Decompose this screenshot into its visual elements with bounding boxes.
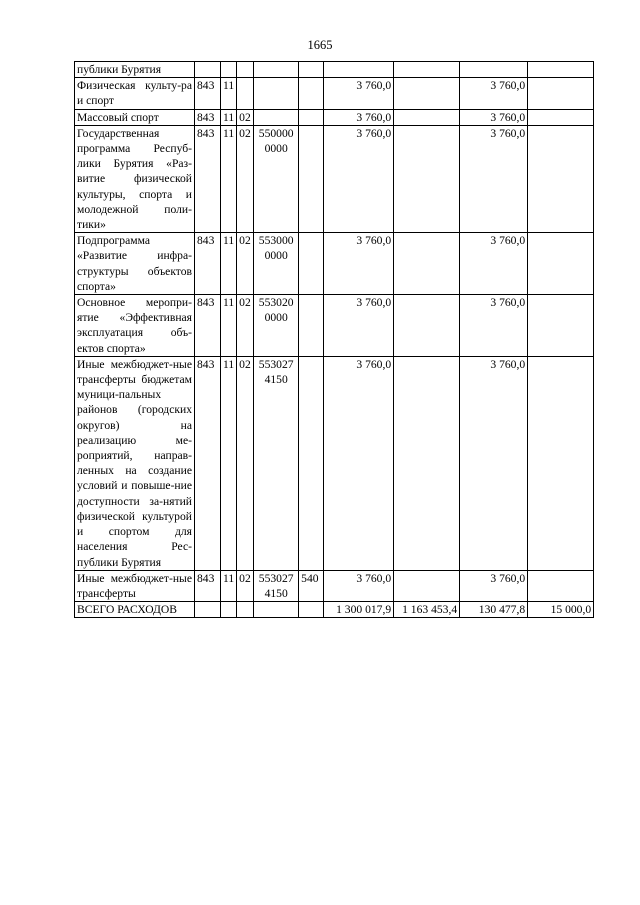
amount-col4 bbox=[528, 78, 594, 109]
amount-col4 bbox=[528, 356, 594, 570]
vr-code: 540 bbox=[299, 570, 324, 601]
table-row bbox=[75, 109, 594, 125]
pr-code: 02 bbox=[237, 125, 254, 232]
amount-col2 bbox=[394, 233, 460, 295]
amount-col4 bbox=[528, 570, 594, 601]
pr-code bbox=[237, 78, 254, 109]
amount-col2 bbox=[394, 109, 460, 125]
amount-col3: 3 760,0 bbox=[460, 295, 528, 357]
gr-code: 843 bbox=[195, 125, 221, 232]
rz-code: 11 bbox=[221, 356, 237, 570]
table-row bbox=[75, 233, 594, 295]
row-name: Подпрограмма «Развитие инфра-структуры объектов спорта» bbox=[75, 233, 195, 295]
total-amount: 3 760,0 bbox=[324, 356, 394, 570]
grand-total-col4: 15 000,0 bbox=[528, 602, 594, 618]
pr-code: 02 bbox=[237, 570, 254, 601]
vr-code bbox=[299, 78, 324, 109]
budget-table bbox=[74, 61, 594, 618]
amount-col3 bbox=[460, 62, 528, 78]
csr-code bbox=[254, 62, 299, 78]
amount-col2 bbox=[394, 62, 460, 78]
gr-code: 843 bbox=[195, 570, 221, 601]
total-amount: 3 760,0 bbox=[324, 233, 394, 295]
gr-code: 843 bbox=[195, 356, 221, 570]
amount-col3: 3 760,0 bbox=[460, 233, 528, 295]
amount-col4 bbox=[528, 295, 594, 357]
rz-code: 11 bbox=[221, 78, 237, 109]
vr-code bbox=[299, 356, 324, 570]
csr-code: 553027 4150 bbox=[254, 356, 299, 570]
grand-total-col3: 130 477,8 bbox=[460, 602, 528, 618]
table-row bbox=[75, 125, 594, 232]
row-name: публики Бурятия bbox=[75, 62, 195, 78]
empty-cell bbox=[195, 602, 221, 618]
gr-code bbox=[195, 62, 221, 78]
total-amount: 3 760,0 bbox=[324, 570, 394, 601]
total-amount bbox=[324, 62, 394, 78]
pr-code: 02 bbox=[237, 233, 254, 295]
total-amount: 3 760,0 bbox=[324, 295, 394, 357]
rz-code: 11 bbox=[221, 125, 237, 232]
row-name: Государственная программа Респуб-лики Бурятия «Раз-витие физической культуры, спорта и молодежной поли-тики» bbox=[75, 125, 195, 232]
table-row bbox=[75, 62, 594, 78]
grand-total-col2: 1 163 453,4 bbox=[394, 602, 460, 618]
csr-code: 550000 0000 bbox=[254, 125, 299, 232]
amount-col3: 3 760,0 bbox=[460, 570, 528, 601]
csr-code: 553027 4150 bbox=[254, 570, 299, 601]
total-amount: 3 760,0 bbox=[324, 78, 394, 109]
amount-col2 bbox=[394, 570, 460, 601]
csr-code: 553000 0000 bbox=[254, 233, 299, 295]
rz-code: 11 bbox=[221, 109, 237, 125]
amount-col3: 3 760,0 bbox=[460, 78, 528, 109]
table-row bbox=[75, 295, 594, 357]
total-amount: 3 760,0 bbox=[324, 109, 394, 125]
rz-code: 11 bbox=[221, 233, 237, 295]
amount-col2 bbox=[394, 295, 460, 357]
csr-code bbox=[254, 109, 299, 125]
pr-code bbox=[237, 62, 254, 78]
pr-code: 02 bbox=[237, 109, 254, 125]
amount-col4 bbox=[528, 62, 594, 78]
gr-code: 843 bbox=[195, 109, 221, 125]
row-name: Массовый спорт bbox=[75, 109, 195, 125]
gr-code: 843 bbox=[195, 295, 221, 357]
empty-cell bbox=[254, 602, 299, 618]
csr-code: 553020 0000 bbox=[254, 295, 299, 357]
empty-cell bbox=[221, 602, 237, 618]
amount-col4 bbox=[528, 233, 594, 295]
rz-code: 11 bbox=[221, 295, 237, 357]
gr-code: 843 bbox=[195, 78, 221, 109]
rz-code: 11 bbox=[221, 570, 237, 601]
page-number: 1665 bbox=[307, 38, 333, 52]
row-name: Основное меропри-ятие «Эффективная эксплуатация объ-ектов спорта» bbox=[75, 295, 195, 357]
table-row bbox=[75, 356, 594, 570]
amount-col3: 3 760,0 bbox=[460, 356, 528, 570]
total-label: ВСЕГО РАСХОДОВ bbox=[75, 602, 195, 618]
amount-col2 bbox=[394, 125, 460, 232]
table-row bbox=[75, 570, 594, 601]
empty-cell bbox=[299, 602, 324, 618]
empty-cell bbox=[237, 602, 254, 618]
vr-code bbox=[299, 109, 324, 125]
vr-code bbox=[299, 62, 324, 78]
table-row bbox=[75, 78, 594, 109]
total-row bbox=[75, 602, 594, 618]
amount-col3: 3 760,0 bbox=[460, 109, 528, 125]
vr-code bbox=[299, 125, 324, 232]
amount-col3: 3 760,0 bbox=[460, 125, 528, 232]
amount-col4 bbox=[528, 125, 594, 232]
rz-code bbox=[221, 62, 237, 78]
vr-code bbox=[299, 233, 324, 295]
row-name: Физическая культу-ра и спорт bbox=[75, 78, 195, 109]
csr-code bbox=[254, 78, 299, 109]
vr-code bbox=[299, 295, 324, 357]
row-name: Иные межбюджет-ные трансферты бюджетам муници-пальных районов (городских округов) на реализацию ме-роприятий, направ-ленных на создание условий и повыше-ние доступности за-нятий физической культурой и спортом для населения Рес-публики Бурятия bbox=[75, 356, 195, 570]
total-amount: 3 760,0 bbox=[324, 125, 394, 232]
amount-col2 bbox=[394, 78, 460, 109]
gr-code: 843 bbox=[195, 233, 221, 295]
pr-code: 02 bbox=[237, 356, 254, 570]
row-name: Иные межбюджет-ные трансферты bbox=[75, 570, 195, 601]
amount-col4 bbox=[528, 109, 594, 125]
amount-col2 bbox=[394, 356, 460, 570]
pr-code: 02 bbox=[237, 295, 254, 357]
grand-total-amount: 1 300 017,9 bbox=[324, 602, 394, 618]
